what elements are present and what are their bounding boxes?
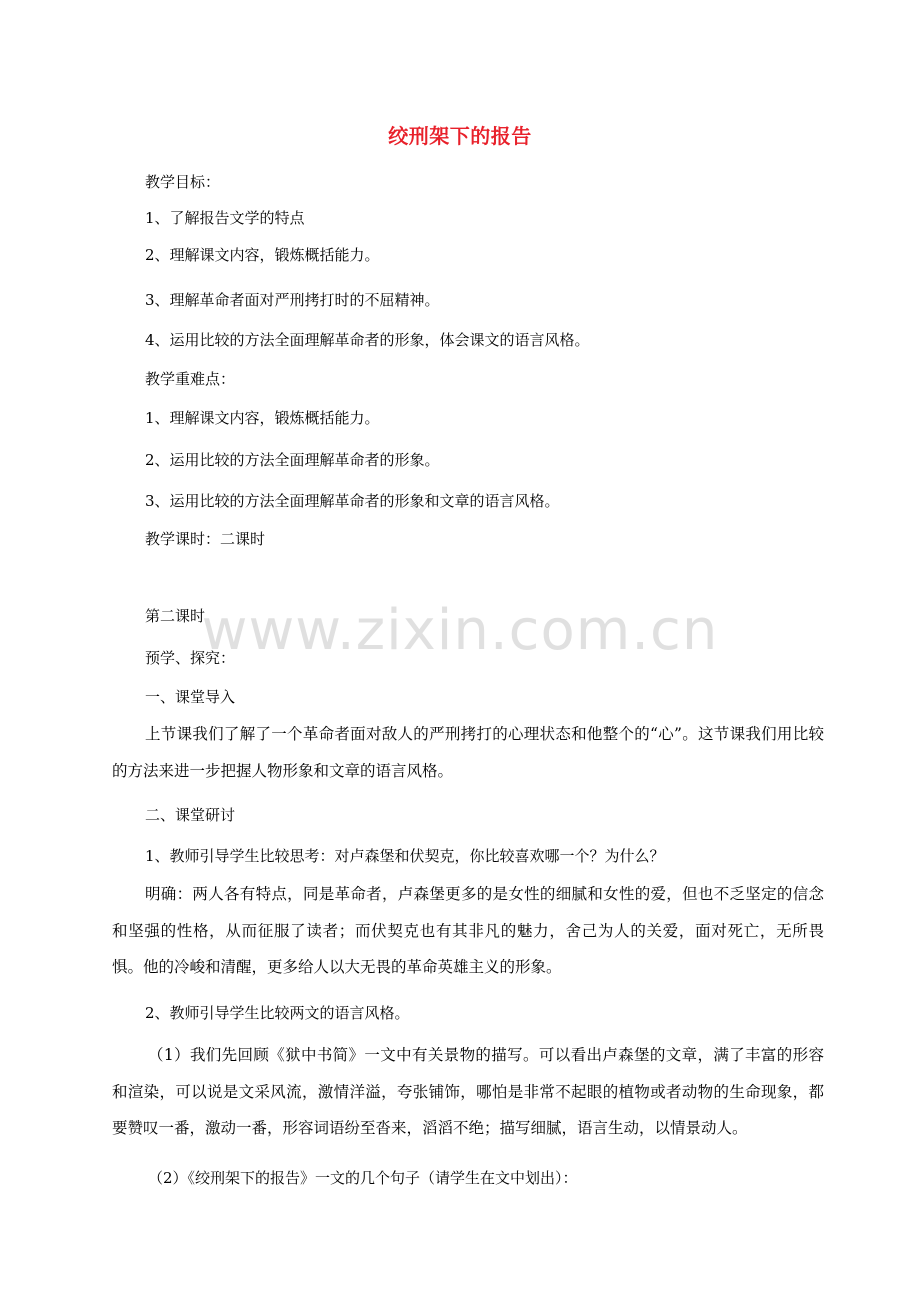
- key-point-item: 1、理解课文内容，锻炼概括能力。: [145, 409, 380, 427]
- objectives-heading: 教学目标：: [145, 173, 221, 191]
- document-title: 绞刑架下的报告: [388, 124, 532, 148]
- study-heading: 二、课堂研讨: [145, 806, 236, 824]
- objective-item: 2、理解课文内容，锻炼概括能力。: [145, 246, 380, 264]
- objective-item: 4、运用比较的方法全面理解革命者的形象，体会课文的语言风格。: [145, 331, 590, 349]
- lesson-hours: 教学课时：二课时: [145, 530, 266, 548]
- answer-paragraph: 明确：两人各有特点，同是革命者，卢森堡更多的是女性的细腻和女性的爱，但也不乏坚定的信念和坚强的性格，从而征服了读者；而伏契克也有其非凡的魅力，舍己为人的关爱，面对死亡，无所畏惧。他的冷峻和清醒，更多给人以大无畏的革命英雄主义的形象。: [112, 885, 824, 976]
- key-point-item: 2、运用比较的方法全面理解革命者的形象。: [145, 451, 440, 469]
- item-1-paragraph: （1）我们先回顾《狱中书简》一文中有关景物的描写。可以看出卢森堡的文章，满了丰富的形容和渲染，可以说是文采风流，激情洋溢，夸张铺饰，哪怕是非常不起眼的植物或者动物的生命现象，都要赞叹一番，激动一番，形容词语纷至沓来，滔滔不绝；描写细腻，语言生动，以情景动人。: [112, 1046, 824, 1137]
- question-2: 2、教师引导学生比较两文的语言风格。: [145, 1004, 410, 1022]
- key-points-heading: 教学重难点：: [145, 370, 236, 388]
- item-2-line: （2）《绞刑架下的报告》一文的几个句子（请学生在文中划出）：: [148, 1169, 578, 1187]
- objective-item: 1、了解报告文学的特点: [145, 209, 305, 227]
- preview-heading: 预学、探究：: [145, 649, 236, 667]
- question-1: 1、教师引导学生比较思考：对卢森堡和伏契克，你比较喜欢哪一个？为什么？: [145, 847, 665, 865]
- objective-item: 3、理解革命者面对严刑拷打时的不屈精神。: [145, 291, 440, 309]
- intro-heading: 一、课堂导入: [145, 688, 236, 706]
- intro-paragraph: 上节课我们了解了一个革命者面对敌人的严刑拷打的心理状态和他整个的“心”。这节课我们用比较的方法来进一步把握人物形象和文章的语言风格。: [112, 725, 824, 780]
- watermark: www.zixin.com.cn: [201, 598, 719, 663]
- key-point-item: 3、运用比较的方法全面理解革命者的形象和文章的语言风格。: [145, 492, 560, 510]
- second-lesson-heading: 第二课时: [145, 607, 206, 625]
